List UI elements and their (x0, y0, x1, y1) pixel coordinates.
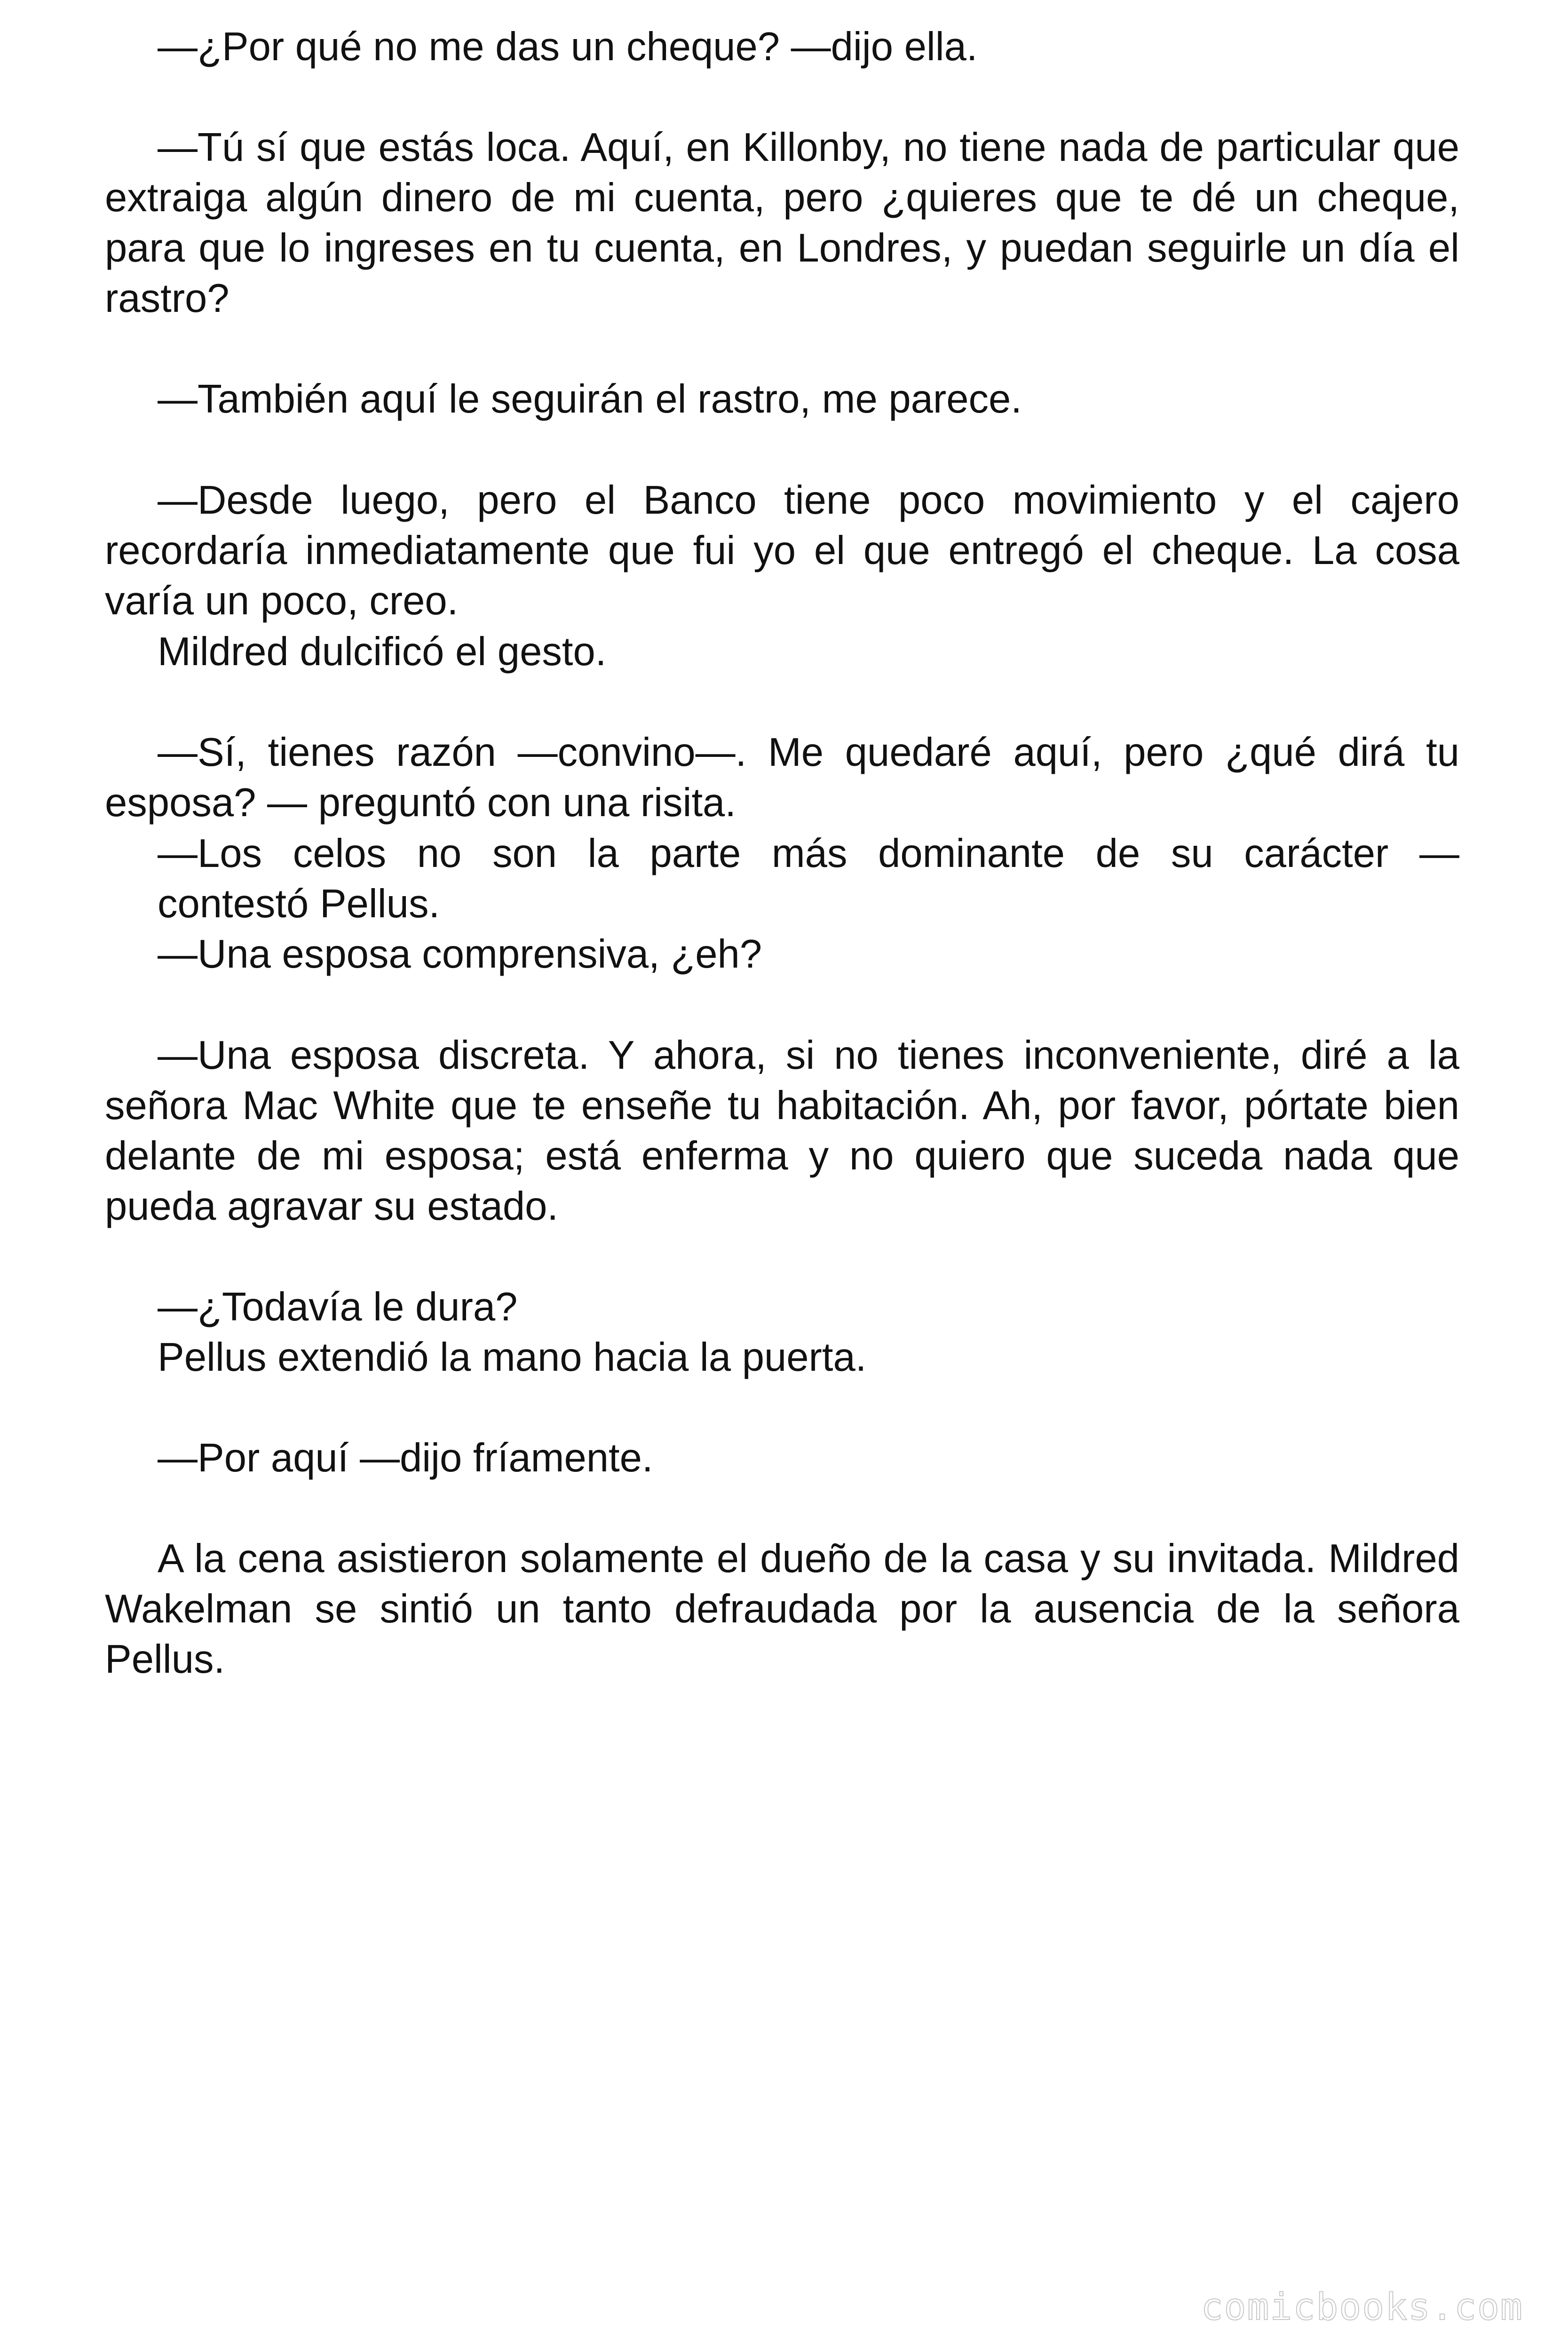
paragraph-14: A la cena asistieron solamente el dueño de la casa y su invitada. Mildred Wakelman se sintió un tanto defraudada por la ausencia de la señora Pellus. (105, 1536, 1459, 1682)
paragraph-3: —También aquí le seguirán el rastro, me parece. (158, 377, 1022, 421)
paragraph-8: contestó Pellus. (158, 882, 440, 926)
document-page (105, 0, 1459, 2352)
watermark-text: comicbooks.com (1201, 2286, 1523, 2328)
paragraph-6: —Sí, tienes razón —convino—. Me quedaré aquí, pero ¿qué dirá tu esposa? — preguntó con una risita. (105, 730, 1459, 825)
paragraph-11: —¿Todavía le dura? (158, 1285, 518, 1329)
paragraph-7: —Los celos no son la parte más dominante de su carácter — (158, 831, 1459, 876)
paragraph-1: —¿Por qué no me das un cheque? —dijo ella. (158, 24, 978, 69)
paragraph-2: —Tú sí que estás loca. Aquí, en Killonby, no tiene nada de particular que extraiga algún dinero de mi cuenta, pero ¿quieres que te dé un cheque, para que lo ingreses en tu cuenta, en Londres, y puedan seguirle un día el rastro? (105, 125, 1459, 321)
paragraph-4: —Desde luego, pero el Banco tiene poco movimiento y el cajero recordaría inmediatamente que fui yo el que entregó el cheque. La cosa varía un poco, creo. (105, 478, 1459, 623)
paragraph-10: —Una esposa discreta. Y ahora, si no tienes inconveniente, diré a la señora Mac White que te enseñe tu habitación. Ah, por favor, pórtate bien delante de mi esposa; está enferma y no quiero que suceda nada que pueda agravar su estado. (105, 1033, 1459, 1229)
paragraph-12: Pellus extendió la mano hacia la puerta. (158, 1335, 867, 1380)
paragraph-9: —Una esposa comprensiva, ¿eh? (158, 932, 762, 977)
paragraph-13: —Por aquí —dijo fríamente. (158, 1436, 653, 1480)
paragraph-5: Mildred dulcificó el gesto. (158, 629, 607, 674)
